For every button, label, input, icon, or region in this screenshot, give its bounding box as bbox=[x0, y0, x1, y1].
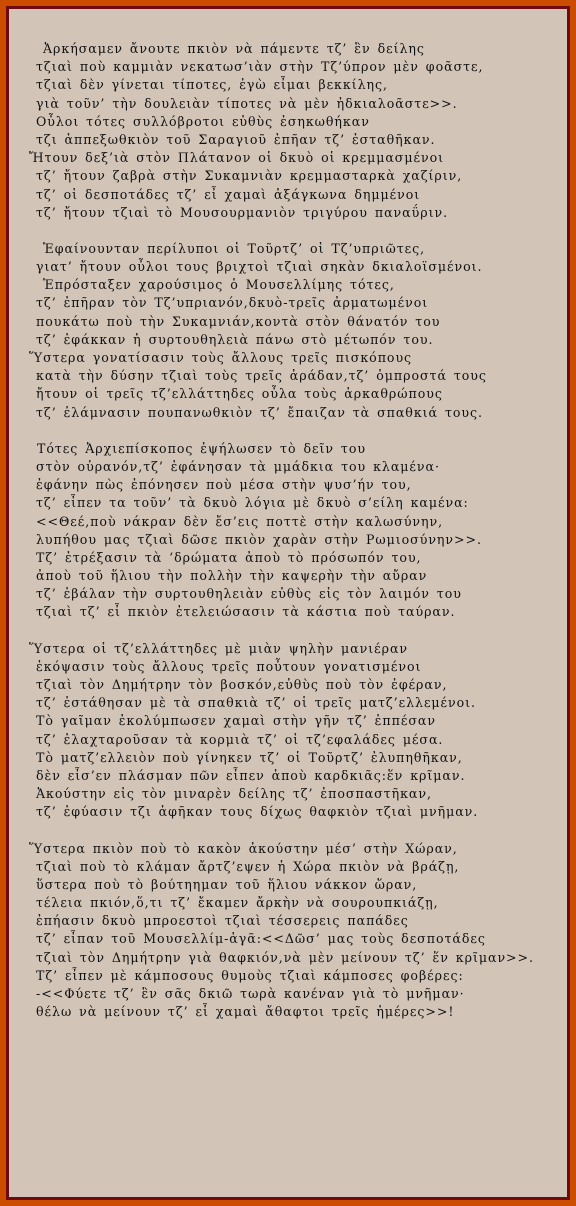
poem-line: ἐφάνην πὼς ἐπόνησεν ποὺ μέσα στὴν ψυσ’ήν του, bbox=[36, 477, 412, 493]
poem-line: τζ’ ἐλαχταροῦσαν τὰ κορμιὰ τζ’ οἱ τζ’εφαλάδες μέσα. bbox=[36, 731, 444, 747]
poem-line: πουκάτω ποὺ τὴν Συκαμνιάν,κοντὰ στὸν θάνατόν του bbox=[36, 313, 441, 329]
poem-line: Τὸ ματζ’ελλειὸν ποὺ γίνηκεν τζ’ οἱ Τοῦρτζ’ ἐλυπηθῆκαν, bbox=[36, 749, 463, 765]
poem-line: Ὕστερα οἱ τζ’ελλάττηδες μὲ μιὰν ψηλὴν μανιέραν bbox=[29, 640, 409, 656]
poem-line: τζ’ ἐλάμνασιν πουπανωθκιὸν τζ’ ἔπαιζαν τὰ σπαθκιά τους. bbox=[36, 404, 483, 420]
stanza-5 bbox=[29, 840, 555, 1022]
poem-line: ἀποὺ τοῦ ἥλιου τὴν πολλὴν τὴν καψερὴν τὴν αὔραν bbox=[36, 568, 428, 584]
poem-line: Τζ’ ἐτρέξασιν τὰ ‘δρώματα ἀποὺ τὸ πρόσωπόν του, bbox=[36, 549, 422, 565]
poem-line: τζ’ ἐπῆραν τὸν Τζ’υπριανόν,δκυὸ-τρεῖς ἀρματωμένοι bbox=[36, 295, 429, 311]
poem-line: τζ’ εἶπαν τοῦ Μουσελλίμ-ἀγᾶ:<<Δῶσ’ μας τοὺς δεσποτάδες bbox=[36, 931, 486, 947]
poem-line: Οὖλοι τότες συλλόβροτοι εὐθὺς ἐσηκωθήκαν bbox=[36, 113, 370, 129]
poem-line: τζ’ ἤτουν τζιαὶ τὸ Μουσουρμανιὸν τριγύρου παναΰριν. bbox=[36, 204, 449, 220]
poem-line: τέλεια πκιόν,ὅ,τι τζ’ ἔκαμεν ἄρκὴν νὰ σουρουπκιάζῃ, bbox=[36, 895, 439, 911]
poem-line: Ἀκούστην εἰς τὸν μιναρὲν δείλης τζ’ ἐποσπαστῆκαν, bbox=[36, 786, 432, 802]
poem-text bbox=[29, 40, 555, 1039]
stanza-2 bbox=[29, 240, 555, 422]
page-frame bbox=[6, 6, 570, 1200]
poem-line: τζιαὶ τὸν Δημήτρην γιὰ θαφκιόν,νὰ μὲν μείνουν τζ’ ἕν κρῖμαν>>. bbox=[36, 949, 535, 965]
poem-line: γιατ’ ἤτουν οὖλοι τους βριχτοὶ τζιαὶ σηκὰν δκιαλοϊσμένοι. bbox=[36, 259, 483, 275]
poem-line: λυπήθου μας τζιαὶ δῶσε πκιὸν χαρὰν στὴν Ρωμιοσύνην>>. bbox=[36, 531, 482, 547]
poem-line: Ὕστερα πκιὸν ποὺ τὸ κακὸν ἀκούστην μέσ’ στὴν Χώραν, bbox=[29, 840, 458, 856]
poem-line: ἐπήασιν δκυὸ μπροεστοὶ τζιαὶ τέσσερεις παπάδες bbox=[36, 913, 409, 929]
poem-line: τζ’ εἶπεν τα τοῦν’ τὰ δκυὸ λόγια μὲ δκυὸ σ’είλη καμένα: bbox=[36, 495, 469, 511]
poem-line: Τότες Ἀρχιεπίσκοπος ἐψήλωσεν τὸ δεῖν του bbox=[37, 440, 366, 456]
poem-line: Ὕστερα γονατίσασιν τοὺς ἄλλους τρεῖς πισκόπους bbox=[29, 350, 413, 365]
poem-line: τζ’ ἤτουν ζαβρὰ στὴν Συκαμνιὰν κρεμμασταρκὰ χαζίριν, bbox=[36, 168, 463, 184]
poem-line: θέλω νὰ μείνουν τζ’ εἶ χαμαὶ ἄθαφτοι τρεῖς ἡμέρες>>! bbox=[36, 1004, 455, 1020]
poem-line: κατὰ τὴν δύσην τζιαὶ τοὺς τρεῖς ἀράδαν,τζ’ ὀμπροστά τους bbox=[36, 368, 487, 384]
poem-line: τζ’ ἐφύασιν τζι ἀφῆκαν τους δίχως θαφκιὸν τζιαὶ μνῆμαν. bbox=[36, 804, 479, 820]
poem-line: γιὰ τοῦν’ τὴν δουλειὰν τίποτες νὰ μὲν ἠδκιαλοᾶστε>>. bbox=[36, 95, 458, 111]
poem-line: Ἤτουν δεξ’ιὰ στὸν Πλάτανον οἱ δκυὸ οἱ κρεμμασμένοι bbox=[29, 150, 444, 166]
poem-line: τζιαὶ τζ’ εἶ πκιὸν ἐτελειώσασιν τὰ κάστια ποὺ ταύραν. bbox=[36, 604, 456, 620]
poem-line: ὕστερα ποὺ τὸ βούτηημαν τοῦ ἥλιου νάκκον ὥραν, bbox=[36, 876, 418, 892]
poem-line: Ἐφαίνουνταν περίλυποι οἱ Τοῦρτζ’ οἱ Τζ’υπριῶτες, bbox=[43, 240, 426, 256]
stanza-4 bbox=[29, 640, 555, 822]
poem-line: ἤτουν οἱ τρεῖς τζ’ελλάττηδες οὖλα τοὺς ἀρκαθρώπους bbox=[36, 386, 443, 402]
poem-line: τζιαὶ ποὺ τὸ κλάμαν ἄρτζ’εψεν ἡ Χώρα πκιὸν νὰ βράζῃ, bbox=[36, 858, 460, 874]
poem-line: <<Θεέ,ποὺ νάκραν δὲν ἔσ’εις ποττὲ στὴν καλωσύνην, bbox=[36, 513, 444, 529]
stanza-3 bbox=[29, 440, 555, 622]
poem-line: στὸν οὐρανόν,τζ’ ἐφάνησαν τὰ μμάδκια του κλαμένα· bbox=[36, 458, 440, 474]
poem-line: τζιαὶ τὸν Δημήτρην τὸν βοσκόν,εὐθὺς ποὺ τὸν ἐφέραν, bbox=[36, 677, 448, 692]
poem-line: Τὸ γαῖμαν ἐκολύμπωσεν χαμαὶ στὴν γῆν τζ’ ἐππέσαν bbox=[36, 713, 436, 729]
poem-line: τζ’ οἱ δεσποτάδες τζ’ εἶ χαμαὶ ἀξάγκωνα δημμένοι bbox=[36, 186, 421, 202]
stanza-1 bbox=[29, 40, 555, 222]
poem-line: -<<Φύετε τζ’ ἓν σᾶς δκιῶ τωρὰ κανέναν γιὰ τὸ μνῆμαν· bbox=[36, 986, 465, 1001]
poem-line: τζ’ ἐφάκκαν ἡ συρτουθηλειὰ πάνω στὸ μέτωπόν του. bbox=[36, 331, 434, 347]
poem-line: τζ’ ἐστάθησαν μὲ τὰ σπαθκιὰ τζ’ οἱ τρεῖς ματζ’ελλεμένοι. bbox=[36, 695, 477, 711]
poem-line: τζιαὶ ποὺ καμμιὰν νεκατωσ’ιὰν στὴν Τζ’ύπρον μὲν φοᾶστε, bbox=[36, 59, 484, 75]
poem-line: δὲν εἶσ’εν πλάσμαν πῶν εἶπεν ἀποὺ καρδκιᾶς:ἕν κρῖμαν. bbox=[36, 767, 466, 783]
poem-line: τζι ἀππεξωθκιὸν τοῦ Σαραγιοῦ ἐπῆαν τζ’ ἐσταθῆκαν. bbox=[36, 131, 436, 147]
poem-line: ἐκόψασιν τοὺς ἄλλους τρεῖς ποὖτουν γονατισμένοι bbox=[36, 658, 422, 674]
poem-line: Τζ’ εἶπεν μὲ κάμποσους θυμοὺς τζιαὶ κάμποσες φοβέρες: bbox=[36, 967, 464, 983]
poem-line: τζιαὶ δὲν γίνεται τίποτες, ἐγὼ εἶμαι βεκκίλης, bbox=[36, 77, 388, 93]
poem-line: Ἐπρόσταξεν χαρούσιμος ὁ Μουσελλίμης τότες, bbox=[43, 277, 395, 293]
poem-line: τζ’ ἐβάλαν τὴν συρτουθηλειὰν εὐθὺς εἰς τὸν λαιμόν του bbox=[36, 586, 462, 602]
poem-line: Ἀρκήσαμεν ἄνουτε πκιὸν νὰ πάμεντε τζ’ ἓν δείλης bbox=[43, 41, 425, 56]
